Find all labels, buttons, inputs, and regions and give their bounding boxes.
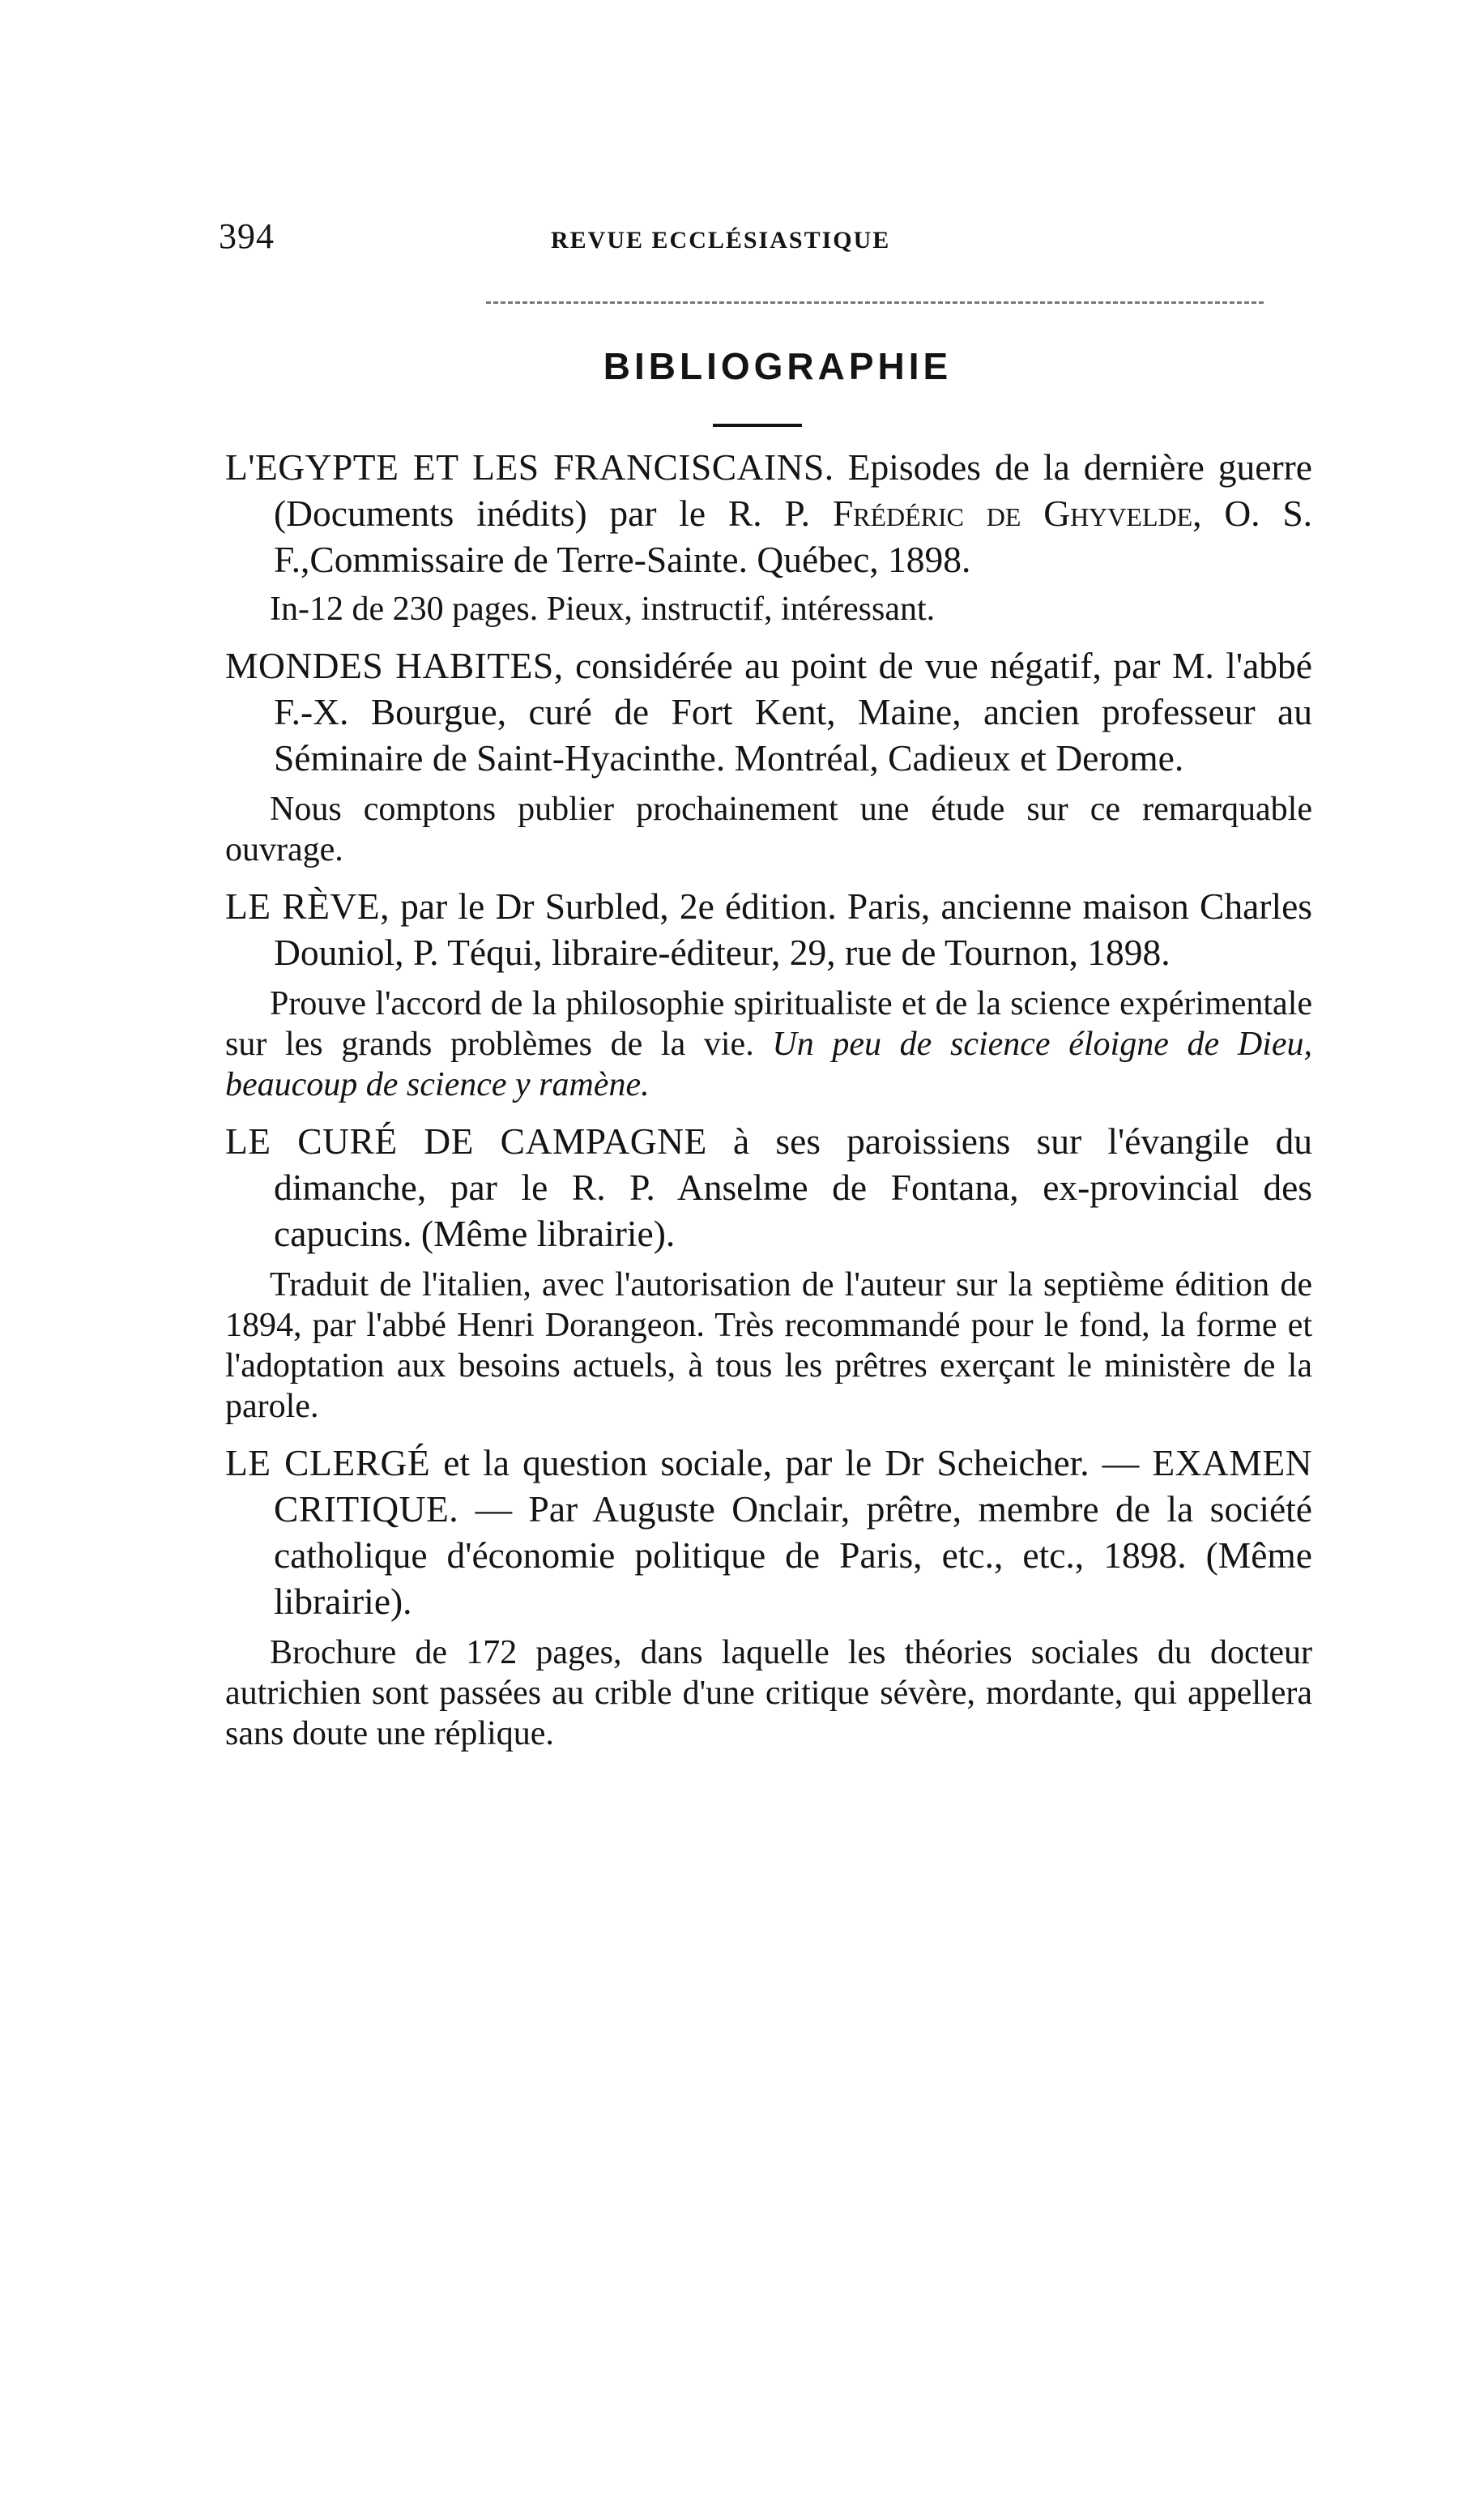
entry-body: et la question sociale, par le Dr Scheicher. — — [443, 1442, 1140, 1483]
entry-title: MONDES HABITES, — [225, 645, 564, 686]
bibliography-entry — [225, 1118, 1312, 1257]
entry-review: Traduit de l'italien, avec l'autorisation de l'auteur sur la septième édition de 1894, par l'abbé Henri Dorangeon. Très recommandé pour le fond, la forme et l'adoptation aux besoins actuels, à tous les prêtres exerçant le ministère de la parole. — [225, 1266, 1312, 1425]
entry-body: Episodes de la dernière guerre (Documents inédits) par le R. P. — [274, 446, 1313, 534]
entry-review: Nous comptons publier prochainement une étude sur ce remarquable ouvrage. — [225, 791, 1312, 868]
entry-body: considérée au point de vue négatif, par M. l'abbé F.-X. Bourgue, curé de Fort Kent, Maine, ancien professeur au Séminaire de Saint-Hyacinthe. Montréal, Cadieux et Derome. — [274, 645, 1313, 779]
section-title: BIBLIOGRAPHIE — [603, 345, 953, 387]
entry-body-continued: — Par Auguste Onclair, prêtre, membre de la société catholique d'économie politique de Paris, etc., etc., 1898. (Même librairie). — [274, 1488, 1313, 1622]
entry-body-continued: O. S. F.,Commissaire de Terre-Sainte. Québec, 1898. — [274, 493, 1312, 580]
title-rule — [713, 424, 802, 427]
entry-title: LE CURÉ DE CAMPAGNE — [225, 1120, 707, 1162]
entry-review-quote: Un peu de science éloigne de Dieu, beaucoup de science y ramène. — [225, 1026, 1312, 1103]
bibliography-entry — [225, 642, 1312, 781]
bibliography-entry — [225, 1440, 1312, 1624]
entry-review — [225, 984, 1312, 1105]
entry-body: par le Dr Surbled, 2e édition. Paris, ancienne maison Charles Douniol, P. Téqui, libraire-éditeur, 29, rue de Tournon, 1898. — [274, 885, 1312, 973]
entry-title: LE RÈVE, — [225, 885, 390, 927]
page-number: 394 — [219, 216, 275, 256]
bibliography-entry — [225, 444, 1312, 582]
entry-title: LE CLERGÉ — [225, 1442, 431, 1483]
bibliography-list — [225, 444, 1312, 1754]
entry-body: à ses paroissiens sur l'évangile du dimanche, par le R. P. Anselme de Fontana, ex-provincial des capucins. (Même librairie). — [274, 1120, 1312, 1254]
entry-subtitle: EXAMEN CRITIQUE. — [274, 1442, 1313, 1530]
entry-review: Brochure de 172 pages, dans laquelle les théories sociales du docteur autrichien sont passées au crible d'une critique sévère, mordante, qui appellera sans doute une réplique. — [225, 1634, 1312, 1752]
entry-author: Frédéric de Ghyvelde, — [832, 493, 1202, 534]
entry-title: L'EGYPTE ET LES FRANCISCAINS. — [225, 446, 834, 488]
running-head: REVUE ECCLÉSIASTIQUE — [551, 227, 891, 254]
bibliography-entry — [225, 883, 1312, 975]
entry-review: In-12 de 230 pages. Pieux, instructif, intéressant. — [270, 591, 936, 628]
entry-review-text: Prouve l'accord de la philosophie spiritualiste et de la science expérimentale sur les grands problèmes de la vie. — [225, 985, 1312, 1063]
header-rule — [486, 301, 1264, 304]
